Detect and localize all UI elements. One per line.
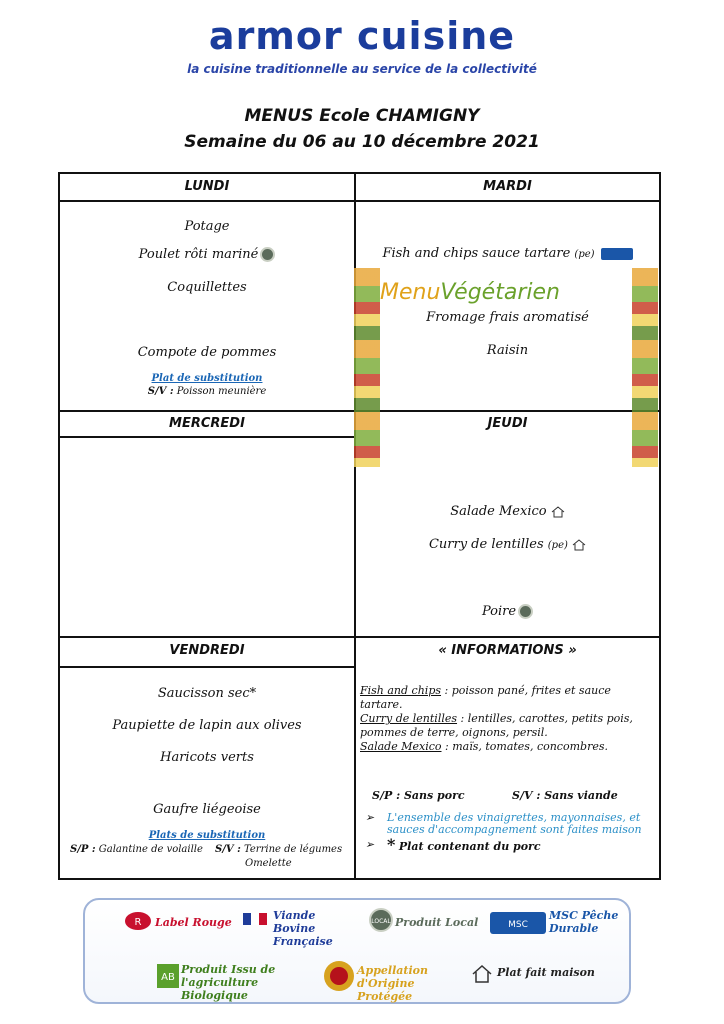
informations-header: « INFORMATIONS » — [438, 643, 577, 658]
lundi-substitution: S/V : Poisson meunière — [147, 386, 267, 397]
arrow-bullet-icon: ➢ — [365, 811, 375, 824]
legend-fait-maison: Plat fait maison — [497, 966, 595, 979]
informations-text — [360, 684, 656, 754]
vendredi-item: Saucisson sec* — [157, 686, 257, 701]
vegetable-border-left — [354, 268, 380, 467]
grid-line — [60, 666, 356, 668]
vegetable-border-right — [632, 268, 658, 467]
lundi-item: Coquillettes — [167, 280, 247, 295]
homemade-icon — [551, 506, 565, 518]
vendredi-item: Haricots verts — [160, 750, 254, 765]
local-product-icon — [518, 604, 533, 619]
vendredi-substitution-title: Plats de substitution — [148, 830, 266, 841]
svg-text:AB: AB — [161, 972, 175, 983]
arrow-bullet-icon: ➢ — [365, 838, 375, 851]
info-line: Fish and chips : poisson pané, frites et sauce tartare. — [360, 684, 611, 711]
legend-produit-local: Produit Local — [395, 916, 479, 929]
vendredi-item: Gaufre liégeoise — [153, 802, 261, 817]
jeudi-item: Curry de lentilles (pe) — [356, 537, 659, 552]
info-bullet: ➢ * Plat contenant du porc — [365, 835, 541, 854]
msc-label-icon — [601, 248, 633, 260]
day-header-mardi: MARDI — [483, 179, 532, 194]
legend-viande-bovine: Viande Bovine Française — [273, 909, 333, 948]
lundi-item: Poulet rôti mariné — [60, 247, 354, 262]
legend-bio: Produit Issu de l'agriculture Biologique — [181, 963, 276, 1002]
lundi-item: Compote de pommes — [137, 345, 277, 360]
label-rouge-icon — [123, 910, 153, 932]
jeudi-item: Poire — [356, 604, 659, 619]
mardi-item: Fromage frais aromatisé — [426, 310, 589, 325]
info-bullet: ➢ L'ensemble des vinaigrettes, mayonnaises, et sauces d'accompagnement sont faites maison — [365, 811, 642, 836]
vegetarian-menu-logo: MenuVégétarien — [380, 280, 560, 305]
brand-tagline: la cuisine traditionnelle au service de la collectivité — [187, 62, 537, 76]
week-subtitle: Semaine du 06 au 10 décembre 2021 — [184, 132, 540, 152]
vendredi-item: Paupiette de lapin aux olives — [112, 718, 302, 733]
labels-legend — [83, 898, 631, 1004]
brand-logo-name: armor cuisine — [208, 14, 516, 58]
day-header-jeudi: JEUDI — [487, 416, 528, 431]
day-header-lundi: LUNDI — [184, 179, 230, 194]
svg-text:LOCAL: LOCAL — [371, 918, 391, 925]
page-title: MENUS Ecole CHAMIGNY — [244, 106, 480, 126]
vendredi-sans-viande: S/V : Terrine de légumes — [215, 844, 343, 855]
sans-porc-legend: S/P : Sans porc — [372, 789, 465, 802]
agriculture-bio-icon — [157, 964, 179, 988]
svg-text:MSC: MSC — [508, 920, 528, 930]
aop-icon — [323, 960, 355, 992]
day-header-mercredi: MERCREDI — [169, 416, 245, 431]
mardi-item: Fish and chips sauce tartare (pe) — [356, 246, 659, 261]
lundi-item: Potage — [184, 219, 230, 234]
vendredi-sans-porc: S/P : Galantine de volaille — [70, 844, 203, 855]
produit-local-icon — [369, 908, 393, 932]
legend-label-rouge: Label Rouge — [155, 916, 232, 929]
sans-viande-legend: S/V : Sans viande — [512, 789, 618, 802]
viande-bovine-icon — [243, 909, 273, 929]
legend-aop: Appellation d'Origine Protégée — [357, 964, 428, 1003]
msc-icon — [490, 912, 546, 934]
lundi-substitution-title: Plat de substitution — [151, 373, 263, 384]
homemade-icon — [471, 964, 493, 984]
vendredi-sans-viande-2: Omelette — [245, 858, 292, 869]
legend-msc: MSC Pêche Durable — [549, 909, 619, 935]
day-header-vendredi: VENDREDI — [169, 643, 245, 658]
jeudi-item: Salade Mexico — [356, 504, 659, 519]
grid-line — [60, 200, 659, 202]
info-line: Salade Mexico : maïs, tomates, concombres. — [360, 740, 608, 753]
mardi-item: Raisin — [486, 343, 529, 358]
info-line: Curry de lentilles : lentilles, carottes, petits pois, pommes de terre, oignons, persil. — [360, 712, 633, 739]
svg-text:R: R — [134, 917, 142, 928]
local-product-icon — [260, 247, 275, 262]
homemade-icon — [572, 539, 586, 551]
